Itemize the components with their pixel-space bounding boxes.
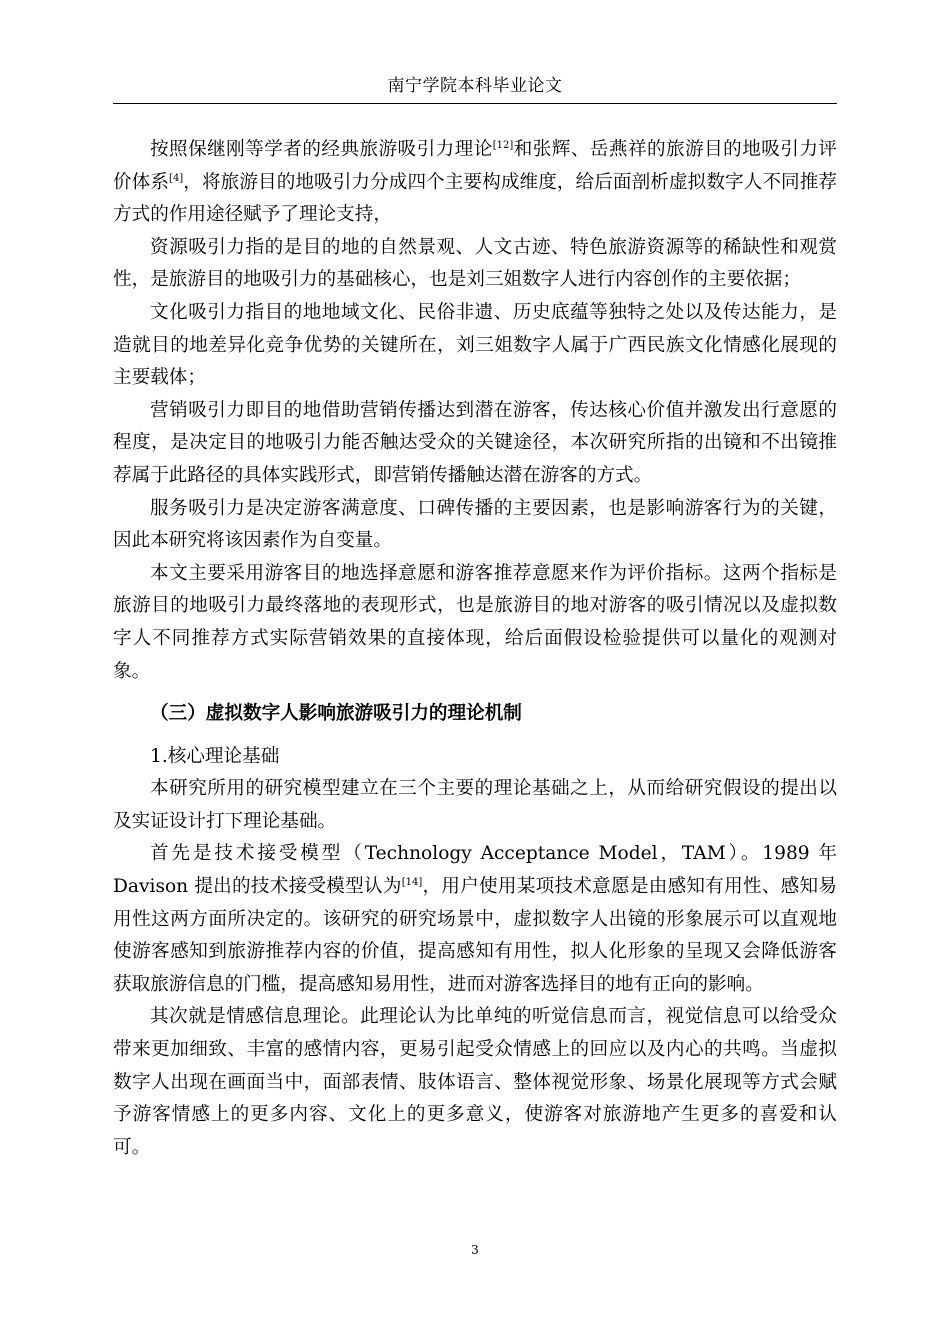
paragraph-emotion-theory: 其次就是情感信息理论。此理论认为比单纯的听觉信息而言，视觉信息可以给受众带来更加细致、丰富的感情内容，更易引起受众情感上的回应以及内心的共鸣。当虚拟数字人出现在画面当中，面部表情、肢体语言、整体视觉形象、场景化展现等方式会赋予游客情感上的更多内容、文化上的更多意义，使游客对旅游地产生更多的喜爱和认可。 (113, 1006, 837, 1158)
page-number: 3 (471, 1243, 479, 1257)
paragraph-theory-basis: 按照保继刚等学者的经典旅游吸引力理论[12]和张辉、岳燕祥的旅游目的地吸引力评价体系[4]，将旅游目的地吸引力分成四个主要构成维度，给后面剖析虚拟数字人不同推荐方式的作用途径赋予了理论支持， (113, 139, 837, 226)
running-header (113, 70, 837, 104)
page-body (113, 134, 837, 1164)
citation-12: [12] (492, 139, 514, 151)
running-header-title: 南宁学院本科毕业论文 (387, 76, 563, 96)
paragraph-model-foundation: 本研究所用的研究模型建立在三个主要的理论基础之上，从而给研究假设的提出以及实证设计打下理论基础。 (113, 778, 837, 832)
citation-4: [4] (169, 172, 184, 184)
paragraph-tam: 首先是技术接受模型（Technology Acceptance Model，TAM）。1989 年 Davison 提出的技术接受模型认为[14]，用户使用某项技术意愿是由感知有用性、感知易用性这两方面所决定的。该研究的研究场景中，虚拟数字人出镜的形象展示可以直观地使游客感知到旅游推荐内容的价值，提高感知有用性，拟人化形象的呈现又会降低游客获取旅游信息的门槛，提高感知易用性，进而对游客选择目的地有正向的影响。 (113, 843, 837, 995)
subsection-heading: 1.核心理论基础 (150, 745, 280, 767)
citation-14: [14] (401, 876, 423, 888)
paragraph-evaluation-indicators: 本文主要采用游客目的地选择意愿和游客推荐意愿来作为评价指标。这两个指标是旅游目的地吸引力最终落地的表现形式，也是旅游目的地对游客的吸引情况以及虚拟数字人不同推荐方式实际营销效果的直接体现，给后面假设检验提供可以量化的观测对象。 (113, 562, 837, 682)
section-heading: （三）虚拟数字人影响旅游吸引力的理论机制 (150, 703, 522, 725)
paragraph-marketing-attraction: 营销吸引力即目的地借助营销传播达到潜在游客，传达核心价值并激发出行意愿的程度，是决定目的地吸引力能否触达受众的关键途径，本次研究所指的出镜和不出镜推荐属于此路径的具体实践形式，即营销传播触达潜在游客的方式。 (113, 399, 837, 486)
paragraph-culture-attraction: 文化吸引力指目的地地域文化、民俗非遗、历史底蕴等独特之处以及传达能力，是造就目的地差异化竞争优势的关键所在，刘三姐数字人属于广西民族文化情感化展现的主要载体； (113, 301, 837, 389)
paragraph-service-attraction: 服务吸引力是决定游客满意度、口碑传播的主要因素，也是影响游客行为的关键，因此本研究将该因素作为自变量。 (113, 497, 837, 552)
paragraph-resource-attraction: 资源吸引力指的是目的地的自然景观、人文古迹、特色旅游资源等的稀缺性和观赏性，是旅游目的地吸引力的基础核心，也是刘三姐数字人进行内容创作的主要依据； (113, 236, 837, 291)
